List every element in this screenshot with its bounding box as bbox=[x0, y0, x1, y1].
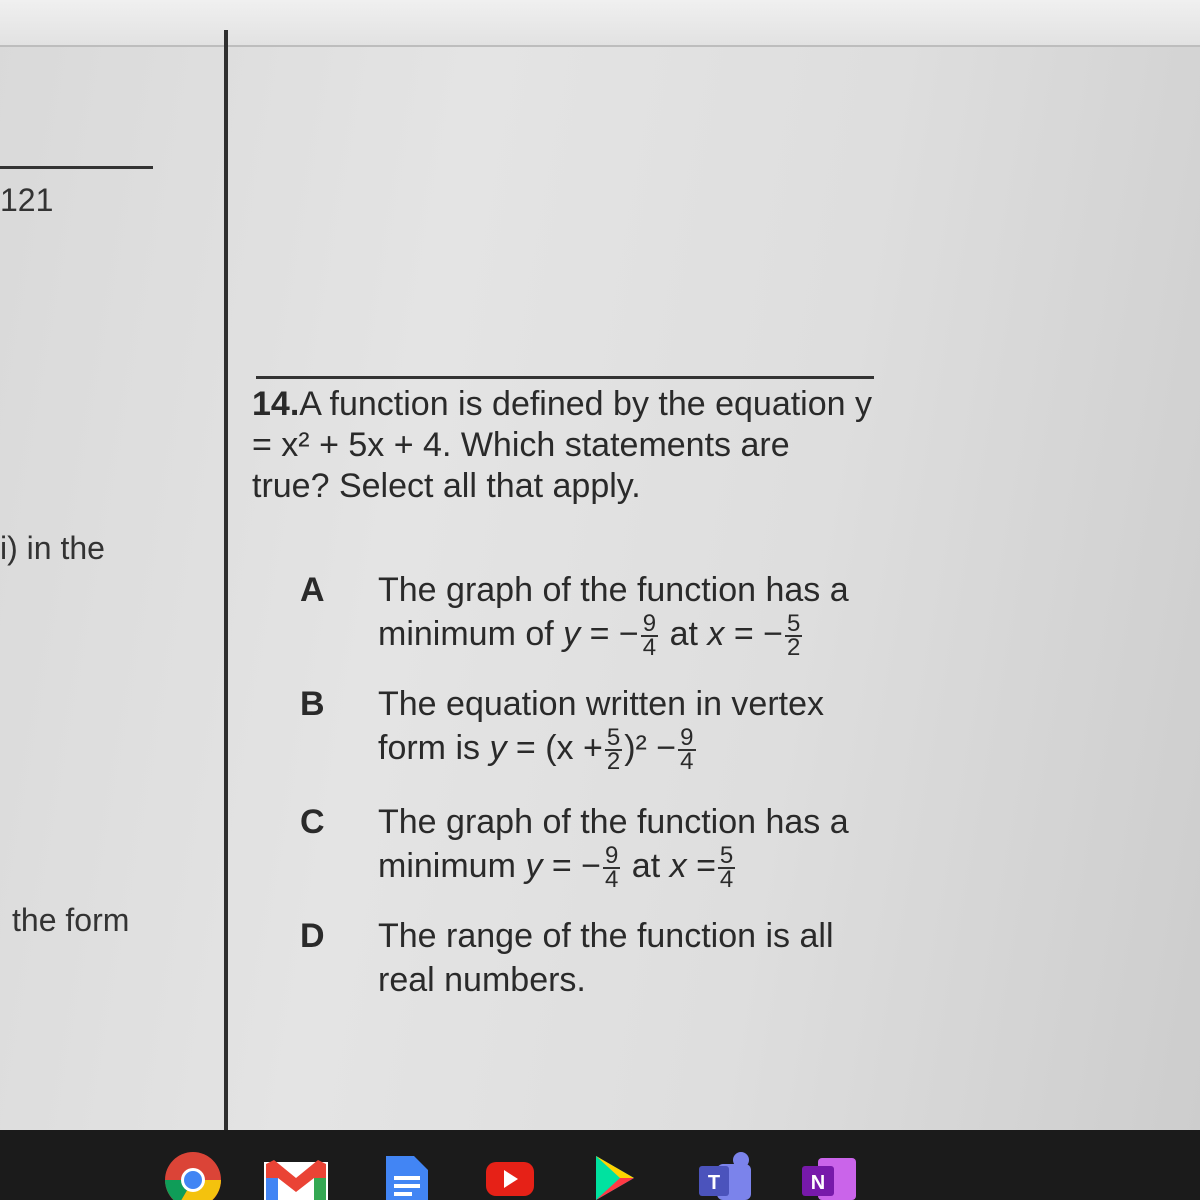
option-text: The range of the function is all real numbers. bbox=[378, 917, 834, 999]
option-letter: D bbox=[300, 917, 325, 955]
gmail-icon[interactable] bbox=[262, 1150, 332, 1200]
left-column-number: 121 bbox=[0, 182, 54, 218]
question-rule bbox=[256, 376, 874, 379]
chrome-icon[interactable] bbox=[163, 1150, 223, 1200]
fraction: $\frac{5}{2}$ bbox=[606, 724, 621, 776]
question-number: 14. bbox=[252, 385, 300, 423]
svg-text:N: N bbox=[810, 1172, 826, 1194]
fraction: $\frac{9}{4}$ bbox=[642, 610, 657, 662]
question-14 bbox=[252, 384, 872, 507]
fraction: $\frac{9}{4}$ bbox=[680, 724, 694, 776]
page-top-margin bbox=[0, 0, 1200, 47]
option-letter: B bbox=[300, 685, 325, 723]
option-text: The graph of the function has a minimum y = − $\frac{9}{4}$ at x = $\frac{5}{4}$ bbox=[378, 803, 849, 894]
docs-icon[interactable] bbox=[382, 1150, 432, 1200]
fraction: $\frac{5}{4}$ bbox=[719, 842, 734, 894]
fraction: $\frac{5}{2}$ bbox=[787, 610, 801, 662]
column-divider bbox=[224, 30, 228, 1130]
option-letter: C bbox=[300, 803, 325, 841]
question-stem: A function is defined by the equation y = x² + 5x + 4. Which statements are true? Select all that apply. bbox=[252, 385, 873, 505]
play-store-icon[interactable] bbox=[588, 1150, 640, 1200]
fraction: $\frac{9}{4}$ bbox=[604, 842, 619, 894]
teams-icon[interactable] bbox=[697, 1150, 757, 1200]
taskbar bbox=[0, 1130, 1200, 1200]
onenote-icon[interactable] bbox=[800, 1150, 860, 1200]
svg-text:T: T bbox=[707, 1172, 721, 1194]
option-text: The equation written in vertex form is y = (x + $\frac{5}{2}$ )² − $\frac{9}{4}$ bbox=[378, 685, 825, 776]
option-letter: A bbox=[300, 571, 325, 609]
option-text: The graph of the function has a minimum of y = − $\frac{9}{4}$ at x = − $\frac{5}{2}$ bbox=[378, 571, 849, 662]
left-column-fragment-2: the form bbox=[12, 902, 130, 938]
left-column-rule bbox=[0, 166, 153, 169]
youtube-icon[interactable] bbox=[484, 1150, 536, 1200]
left-column-fragment-1: i) in the bbox=[0, 530, 105, 566]
